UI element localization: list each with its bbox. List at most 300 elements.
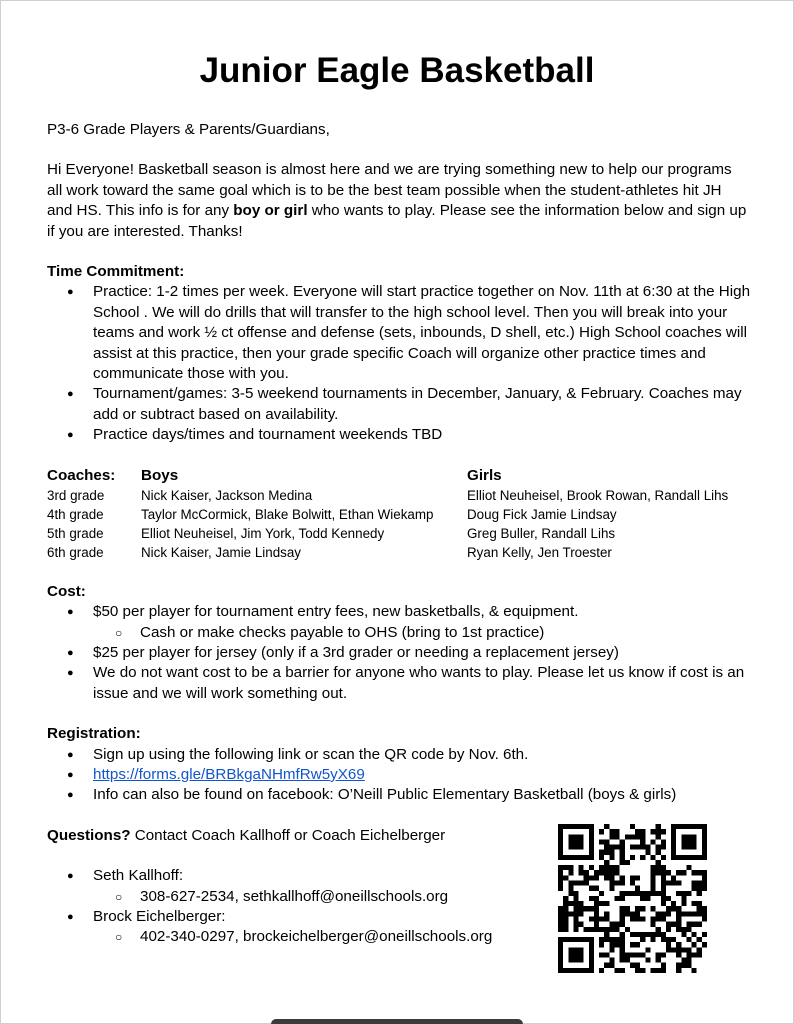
qr-module bbox=[681, 870, 686, 875]
qr-module bbox=[563, 922, 568, 927]
qr-module bbox=[686, 963, 691, 968]
qr-module bbox=[635, 932, 640, 937]
qr-module bbox=[656, 870, 661, 875]
qr-module bbox=[650, 875, 655, 880]
qr-module bbox=[661, 886, 666, 891]
qr-module bbox=[604, 916, 609, 921]
qr-module bbox=[589, 896, 594, 901]
qr-module bbox=[661, 870, 666, 875]
qr-module bbox=[686, 958, 691, 963]
qr-module bbox=[620, 932, 625, 937]
qr-module bbox=[692, 881, 697, 886]
contact-detail: ○ 402-340-0297, brockeichelberger@oneillschools.org bbox=[93, 927, 757, 947]
qr-module bbox=[697, 901, 702, 906]
qr-module bbox=[620, 952, 625, 957]
qr-module bbox=[568, 824, 573, 829]
qr-module bbox=[573, 922, 578, 927]
qr-module bbox=[645, 958, 650, 963]
qr-module bbox=[681, 824, 686, 829]
qr-module bbox=[630, 942, 635, 947]
qr-module bbox=[573, 937, 578, 942]
qr-module bbox=[604, 870, 609, 875]
qr-module bbox=[650, 870, 655, 875]
qr-module bbox=[681, 891, 686, 896]
qr-module bbox=[666, 881, 671, 886]
qr-module bbox=[568, 911, 573, 916]
qr-module bbox=[671, 901, 676, 906]
qr-module bbox=[594, 922, 599, 927]
qr-module bbox=[589, 886, 594, 891]
qr-module bbox=[584, 855, 589, 860]
qr-module bbox=[609, 927, 614, 932]
qr-module bbox=[620, 839, 625, 844]
qr-module bbox=[697, 922, 702, 927]
qr-module bbox=[568, 881, 573, 886]
qr-module bbox=[620, 922, 625, 927]
qr-module bbox=[661, 932, 666, 937]
qr-module bbox=[650, 891, 655, 896]
qr-module bbox=[589, 937, 594, 942]
qr-module bbox=[609, 942, 614, 947]
qr-module bbox=[650, 922, 655, 927]
qr-module bbox=[666, 937, 671, 942]
qr-module bbox=[573, 891, 578, 896]
qr-module bbox=[681, 927, 686, 932]
qr-module bbox=[589, 916, 594, 921]
list-item bbox=[47, 765, 757, 785]
girls-coaches-cell: Elliot Neuheisel, Brook Rowan, Randall Lihs bbox=[467, 487, 729, 503]
qr-module bbox=[558, 927, 563, 932]
qr-module bbox=[599, 870, 604, 875]
qr-module bbox=[563, 906, 568, 911]
qr-module bbox=[563, 896, 568, 901]
qr-module bbox=[615, 881, 620, 886]
qr-module bbox=[620, 906, 625, 911]
qr-module bbox=[599, 968, 604, 973]
qr-module bbox=[558, 968, 563, 973]
qr-module bbox=[645, 932, 650, 937]
qr-module bbox=[599, 942, 604, 947]
qr-module bbox=[579, 870, 584, 875]
qr-module bbox=[666, 947, 671, 952]
qr-module bbox=[558, 952, 563, 957]
qr-module bbox=[666, 942, 671, 947]
qr-module bbox=[661, 952, 666, 957]
qr-module bbox=[579, 911, 584, 916]
qr-module bbox=[650, 865, 655, 870]
qr-module bbox=[656, 865, 661, 870]
qr-module bbox=[676, 911, 681, 916]
qr-module bbox=[615, 870, 620, 875]
qr-module bbox=[594, 886, 599, 891]
qr-module bbox=[692, 932, 697, 937]
qr-module bbox=[563, 968, 568, 973]
qr-module bbox=[579, 855, 584, 860]
girls-coaches-cell: Doug Fick Jamie Lindsay bbox=[467, 506, 617, 522]
qr-module bbox=[630, 911, 635, 916]
qr-module bbox=[573, 881, 578, 886]
qr-module bbox=[661, 901, 666, 906]
qr-module bbox=[656, 932, 661, 937]
qr-module bbox=[692, 834, 697, 839]
qr-module bbox=[568, 886, 573, 891]
qr-module bbox=[640, 952, 645, 957]
qr-module bbox=[702, 870, 707, 875]
qr-module bbox=[594, 875, 599, 880]
qr-module bbox=[635, 891, 640, 896]
qr-module bbox=[656, 845, 661, 850]
qr-code-icon[interactable] bbox=[558, 824, 707, 973]
qr-module bbox=[640, 916, 645, 921]
qr-module bbox=[615, 834, 620, 839]
list-item: ● Practice days/times and tournament weekends TBD bbox=[47, 425, 757, 445]
qr-module bbox=[573, 839, 578, 844]
qr-module bbox=[681, 839, 686, 844]
qr-module bbox=[671, 834, 676, 839]
qr-module bbox=[589, 839, 594, 844]
scroll-handle[interactable] bbox=[271, 1019, 523, 1024]
qr-module bbox=[656, 911, 661, 916]
qr-module bbox=[686, 927, 691, 932]
qr-module bbox=[650, 881, 655, 886]
qr-module bbox=[671, 829, 676, 834]
qr-module bbox=[640, 829, 645, 834]
qr-module bbox=[568, 865, 573, 870]
qr-module bbox=[604, 850, 609, 855]
qr-module bbox=[589, 875, 594, 880]
qr-module bbox=[666, 896, 671, 901]
qr-module bbox=[620, 911, 625, 916]
qr-module bbox=[635, 916, 640, 921]
qr-module bbox=[568, 891, 573, 896]
qr-module bbox=[671, 850, 676, 855]
qr-module bbox=[579, 947, 584, 952]
qr-module bbox=[681, 947, 686, 952]
questions-text: Contact Coach Kallhoff or Coach Eichelberger bbox=[130, 826, 446, 844]
qr-module bbox=[630, 963, 635, 968]
intro-text-1: Hi Everyone! Basketball season is almost here and we are trying something new to help our programs all work toward the same goal which is to be the best team possible when the student-athletes hit JH and HS. This info is for any bbox=[47, 161, 732, 220]
list-item: ● Sign up using the following link or scan the QR code by Nov. 6th. bbox=[47, 745, 757, 765]
qr-module bbox=[573, 906, 578, 911]
qr-module bbox=[650, 839, 655, 844]
qr-module bbox=[558, 855, 563, 860]
qr-module bbox=[661, 916, 666, 921]
qr-module bbox=[558, 865, 563, 870]
contact-name: Seth Kallhoff: bbox=[93, 867, 184, 885]
qr-module bbox=[686, 922, 691, 927]
qr-module bbox=[589, 855, 594, 860]
qr-module bbox=[650, 829, 655, 834]
qr-module bbox=[692, 839, 697, 844]
qr-module bbox=[702, 855, 707, 860]
qr-module bbox=[594, 906, 599, 911]
qr-module bbox=[702, 916, 707, 921]
qr-module bbox=[676, 824, 681, 829]
qr-module bbox=[702, 850, 707, 855]
qr-module bbox=[656, 916, 661, 921]
list-item: ● Tournament/games: 3-5 weekend tournaments in December, January, & February. Coaches may add or subtract based on availability. bbox=[47, 384, 757, 425]
qr-module bbox=[686, 865, 691, 870]
qr-module bbox=[630, 855, 635, 860]
qr-module bbox=[620, 850, 625, 855]
qr-module bbox=[661, 937, 666, 942]
qr-module bbox=[666, 927, 671, 932]
qr-module bbox=[697, 881, 702, 886]
list-item: ● We do not want cost to be a barrier for anyone who wants to play. Please let us know if cost is an issue and we will work something out. bbox=[47, 663, 757, 704]
qr-module bbox=[609, 963, 614, 968]
table-row bbox=[47, 505, 757, 524]
qr-module bbox=[573, 927, 578, 932]
qr-module bbox=[630, 824, 635, 829]
qr-module bbox=[640, 937, 645, 942]
qr-module bbox=[620, 881, 625, 886]
qr-module bbox=[604, 937, 609, 942]
qr-module bbox=[599, 855, 604, 860]
qr-module bbox=[558, 911, 563, 916]
qr-module bbox=[692, 952, 697, 957]
qr-module bbox=[604, 932, 609, 937]
qr-module bbox=[563, 865, 568, 870]
qr-module bbox=[558, 881, 563, 886]
qr-module bbox=[702, 942, 707, 947]
qr-module bbox=[702, 834, 707, 839]
qr-module bbox=[676, 942, 681, 947]
qr-module bbox=[656, 860, 661, 865]
qr-module bbox=[558, 906, 563, 911]
girls-coaches-cell: Ryan Kelly, Jen Troester bbox=[467, 544, 612, 560]
qr-module bbox=[681, 834, 686, 839]
boys-coaches-cell: Nick Kaiser, Jamie Lindsay bbox=[141, 544, 302, 560]
qr-module bbox=[558, 875, 563, 880]
qr-module bbox=[599, 927, 604, 932]
qr-module bbox=[640, 896, 645, 901]
qr-module bbox=[579, 968, 584, 973]
qr-module bbox=[702, 824, 707, 829]
qr-module bbox=[681, 855, 686, 860]
qr-module bbox=[615, 927, 620, 932]
qr-module bbox=[609, 845, 614, 850]
qr-module bbox=[579, 839, 584, 844]
qr-module bbox=[656, 829, 661, 834]
qr-module bbox=[681, 911, 686, 916]
qr-module bbox=[609, 937, 614, 942]
qr-module bbox=[589, 968, 594, 973]
qr-module bbox=[650, 937, 655, 942]
coaches-header: Coaches: bbox=[47, 466, 116, 484]
qr-module bbox=[697, 952, 702, 957]
qr-module bbox=[702, 829, 707, 834]
list-item bbox=[47, 602, 757, 643]
qr-module bbox=[661, 896, 666, 901]
qr-module bbox=[692, 911, 697, 916]
salutation: P3-6 Grade Players & Parents/Guardians, bbox=[47, 121, 330, 138]
qr-module bbox=[563, 901, 568, 906]
grade-cell: 5th grade bbox=[47, 525, 104, 541]
qr-module bbox=[558, 834, 563, 839]
qr-module bbox=[558, 886, 563, 891]
qr-module bbox=[573, 952, 578, 957]
qr-module bbox=[568, 839, 573, 844]
qr-module bbox=[568, 958, 573, 963]
qr-module bbox=[568, 855, 573, 860]
qr-module bbox=[645, 850, 650, 855]
qr-module bbox=[686, 911, 691, 916]
qr-module bbox=[568, 870, 573, 875]
qr-module bbox=[579, 865, 584, 870]
qr-module bbox=[671, 937, 676, 942]
qr-module bbox=[609, 947, 614, 952]
girls-header: Girls bbox=[467, 466, 502, 484]
qr-module bbox=[609, 829, 614, 834]
qr-module bbox=[635, 942, 640, 947]
qr-module bbox=[599, 916, 604, 921]
qr-module bbox=[697, 886, 702, 891]
signup-link[interactable]: https://forms.gle/BRBkgaNHmfRw5yX69 bbox=[93, 765, 365, 783]
qr-module bbox=[599, 829, 604, 834]
qr-module bbox=[615, 968, 620, 973]
qr-module bbox=[661, 891, 666, 896]
qr-module bbox=[589, 865, 594, 870]
qr-module bbox=[686, 824, 691, 829]
qr-module bbox=[645, 891, 650, 896]
qr-module bbox=[625, 911, 630, 916]
qr-module bbox=[620, 916, 625, 921]
qr-module bbox=[599, 937, 604, 942]
qr-module bbox=[615, 937, 620, 942]
qr-module bbox=[604, 875, 609, 880]
time-commitment-list bbox=[47, 282, 757, 445]
qr-module bbox=[573, 901, 578, 906]
qr-module bbox=[568, 845, 573, 850]
qr-module bbox=[681, 932, 686, 937]
qr-module bbox=[686, 834, 691, 839]
qr-module bbox=[676, 952, 681, 957]
qr-module bbox=[692, 968, 697, 973]
qr-module bbox=[573, 916, 578, 921]
qr-module bbox=[635, 829, 640, 834]
page-title: Junior Eagle Basketball bbox=[199, 51, 595, 90]
qr-module bbox=[692, 870, 697, 875]
intro-bold: boy or girl bbox=[233, 202, 308, 220]
qr-module bbox=[702, 845, 707, 850]
cost-sublist bbox=[93, 623, 757, 643]
qr-module bbox=[609, 886, 614, 891]
qr-module bbox=[630, 834, 635, 839]
qr-module bbox=[589, 952, 594, 957]
cost-heading: Cost: bbox=[47, 582, 86, 600]
qr-module bbox=[599, 839, 604, 844]
qr-module bbox=[558, 839, 563, 844]
qr-module bbox=[676, 922, 681, 927]
contact-detail: ○ 308-627-2534, sethkallhoff@oneillschools.org bbox=[93, 887, 757, 907]
qr-module bbox=[630, 875, 635, 880]
qr-module bbox=[589, 958, 594, 963]
qr-module bbox=[584, 968, 589, 973]
qr-module bbox=[666, 906, 671, 911]
qr-module bbox=[676, 891, 681, 896]
qr-module bbox=[630, 881, 635, 886]
qr-module bbox=[625, 860, 630, 865]
qr-module bbox=[692, 824, 697, 829]
qr-module bbox=[650, 906, 655, 911]
boys-coaches-cell: Nick Kaiser, Jackson Medina bbox=[141, 487, 313, 503]
qr-module bbox=[573, 947, 578, 952]
qr-module bbox=[573, 896, 578, 901]
table-header-row bbox=[47, 466, 757, 486]
questions-bold: Questions? bbox=[47, 826, 131, 844]
qr-module bbox=[620, 968, 625, 973]
qr-module bbox=[681, 901, 686, 906]
qr-module bbox=[594, 896, 599, 901]
qr-module bbox=[630, 932, 635, 937]
qr-module bbox=[568, 968, 573, 973]
qr-module bbox=[563, 855, 568, 860]
qr-module bbox=[686, 947, 691, 952]
qr-module bbox=[702, 875, 707, 880]
qr-module bbox=[609, 865, 614, 870]
qr-module bbox=[625, 952, 630, 957]
qr-module bbox=[697, 906, 702, 911]
qr-module bbox=[573, 855, 578, 860]
qr-module bbox=[671, 881, 676, 886]
qr-module bbox=[640, 834, 645, 839]
qr-module bbox=[692, 901, 697, 906]
qr-module bbox=[620, 875, 625, 880]
qr-module bbox=[640, 839, 645, 844]
qr-module bbox=[563, 911, 568, 916]
qr-module bbox=[650, 886, 655, 891]
qr-module bbox=[584, 881, 589, 886]
cost-item-1: $50 per player for tournament entry fees, new basketballs, & equipment. bbox=[93, 603, 579, 621]
qr-module bbox=[702, 886, 707, 891]
qr-module bbox=[661, 855, 666, 860]
intro-paragraph bbox=[47, 160, 747, 242]
qr-module bbox=[650, 916, 655, 921]
qr-module bbox=[579, 834, 584, 839]
qr-module bbox=[656, 850, 661, 855]
qr-module bbox=[563, 875, 568, 880]
qr-module bbox=[573, 968, 578, 973]
qr-module bbox=[640, 845, 645, 850]
qr-module bbox=[702, 839, 707, 844]
qr-module bbox=[584, 937, 589, 942]
qr-module bbox=[558, 870, 563, 875]
qr-module bbox=[697, 937, 702, 942]
table-row bbox=[47, 486, 757, 505]
qr-module bbox=[558, 963, 563, 968]
qr-module bbox=[615, 922, 620, 927]
qr-module bbox=[671, 906, 676, 911]
qr-module bbox=[558, 958, 563, 963]
qr-module bbox=[620, 937, 625, 942]
registration-list bbox=[47, 745, 757, 806]
qr-module bbox=[656, 891, 661, 896]
qr-module bbox=[661, 865, 666, 870]
qr-module bbox=[604, 952, 609, 957]
boys-header: Boys bbox=[141, 466, 179, 484]
list-item: ● Info can also be found on facebook: O’Neill Public Elementary Basketball (boys & girls) bbox=[47, 785, 757, 805]
qr-module bbox=[584, 927, 589, 932]
qr-module bbox=[645, 947, 650, 952]
qr-module bbox=[558, 916, 563, 921]
qr-module bbox=[656, 927, 661, 932]
qr-module bbox=[656, 834, 661, 839]
qr-module bbox=[630, 845, 635, 850]
qr-module bbox=[579, 881, 584, 886]
qr-module bbox=[604, 963, 609, 968]
qr-module bbox=[676, 870, 681, 875]
qr-module bbox=[625, 906, 630, 911]
